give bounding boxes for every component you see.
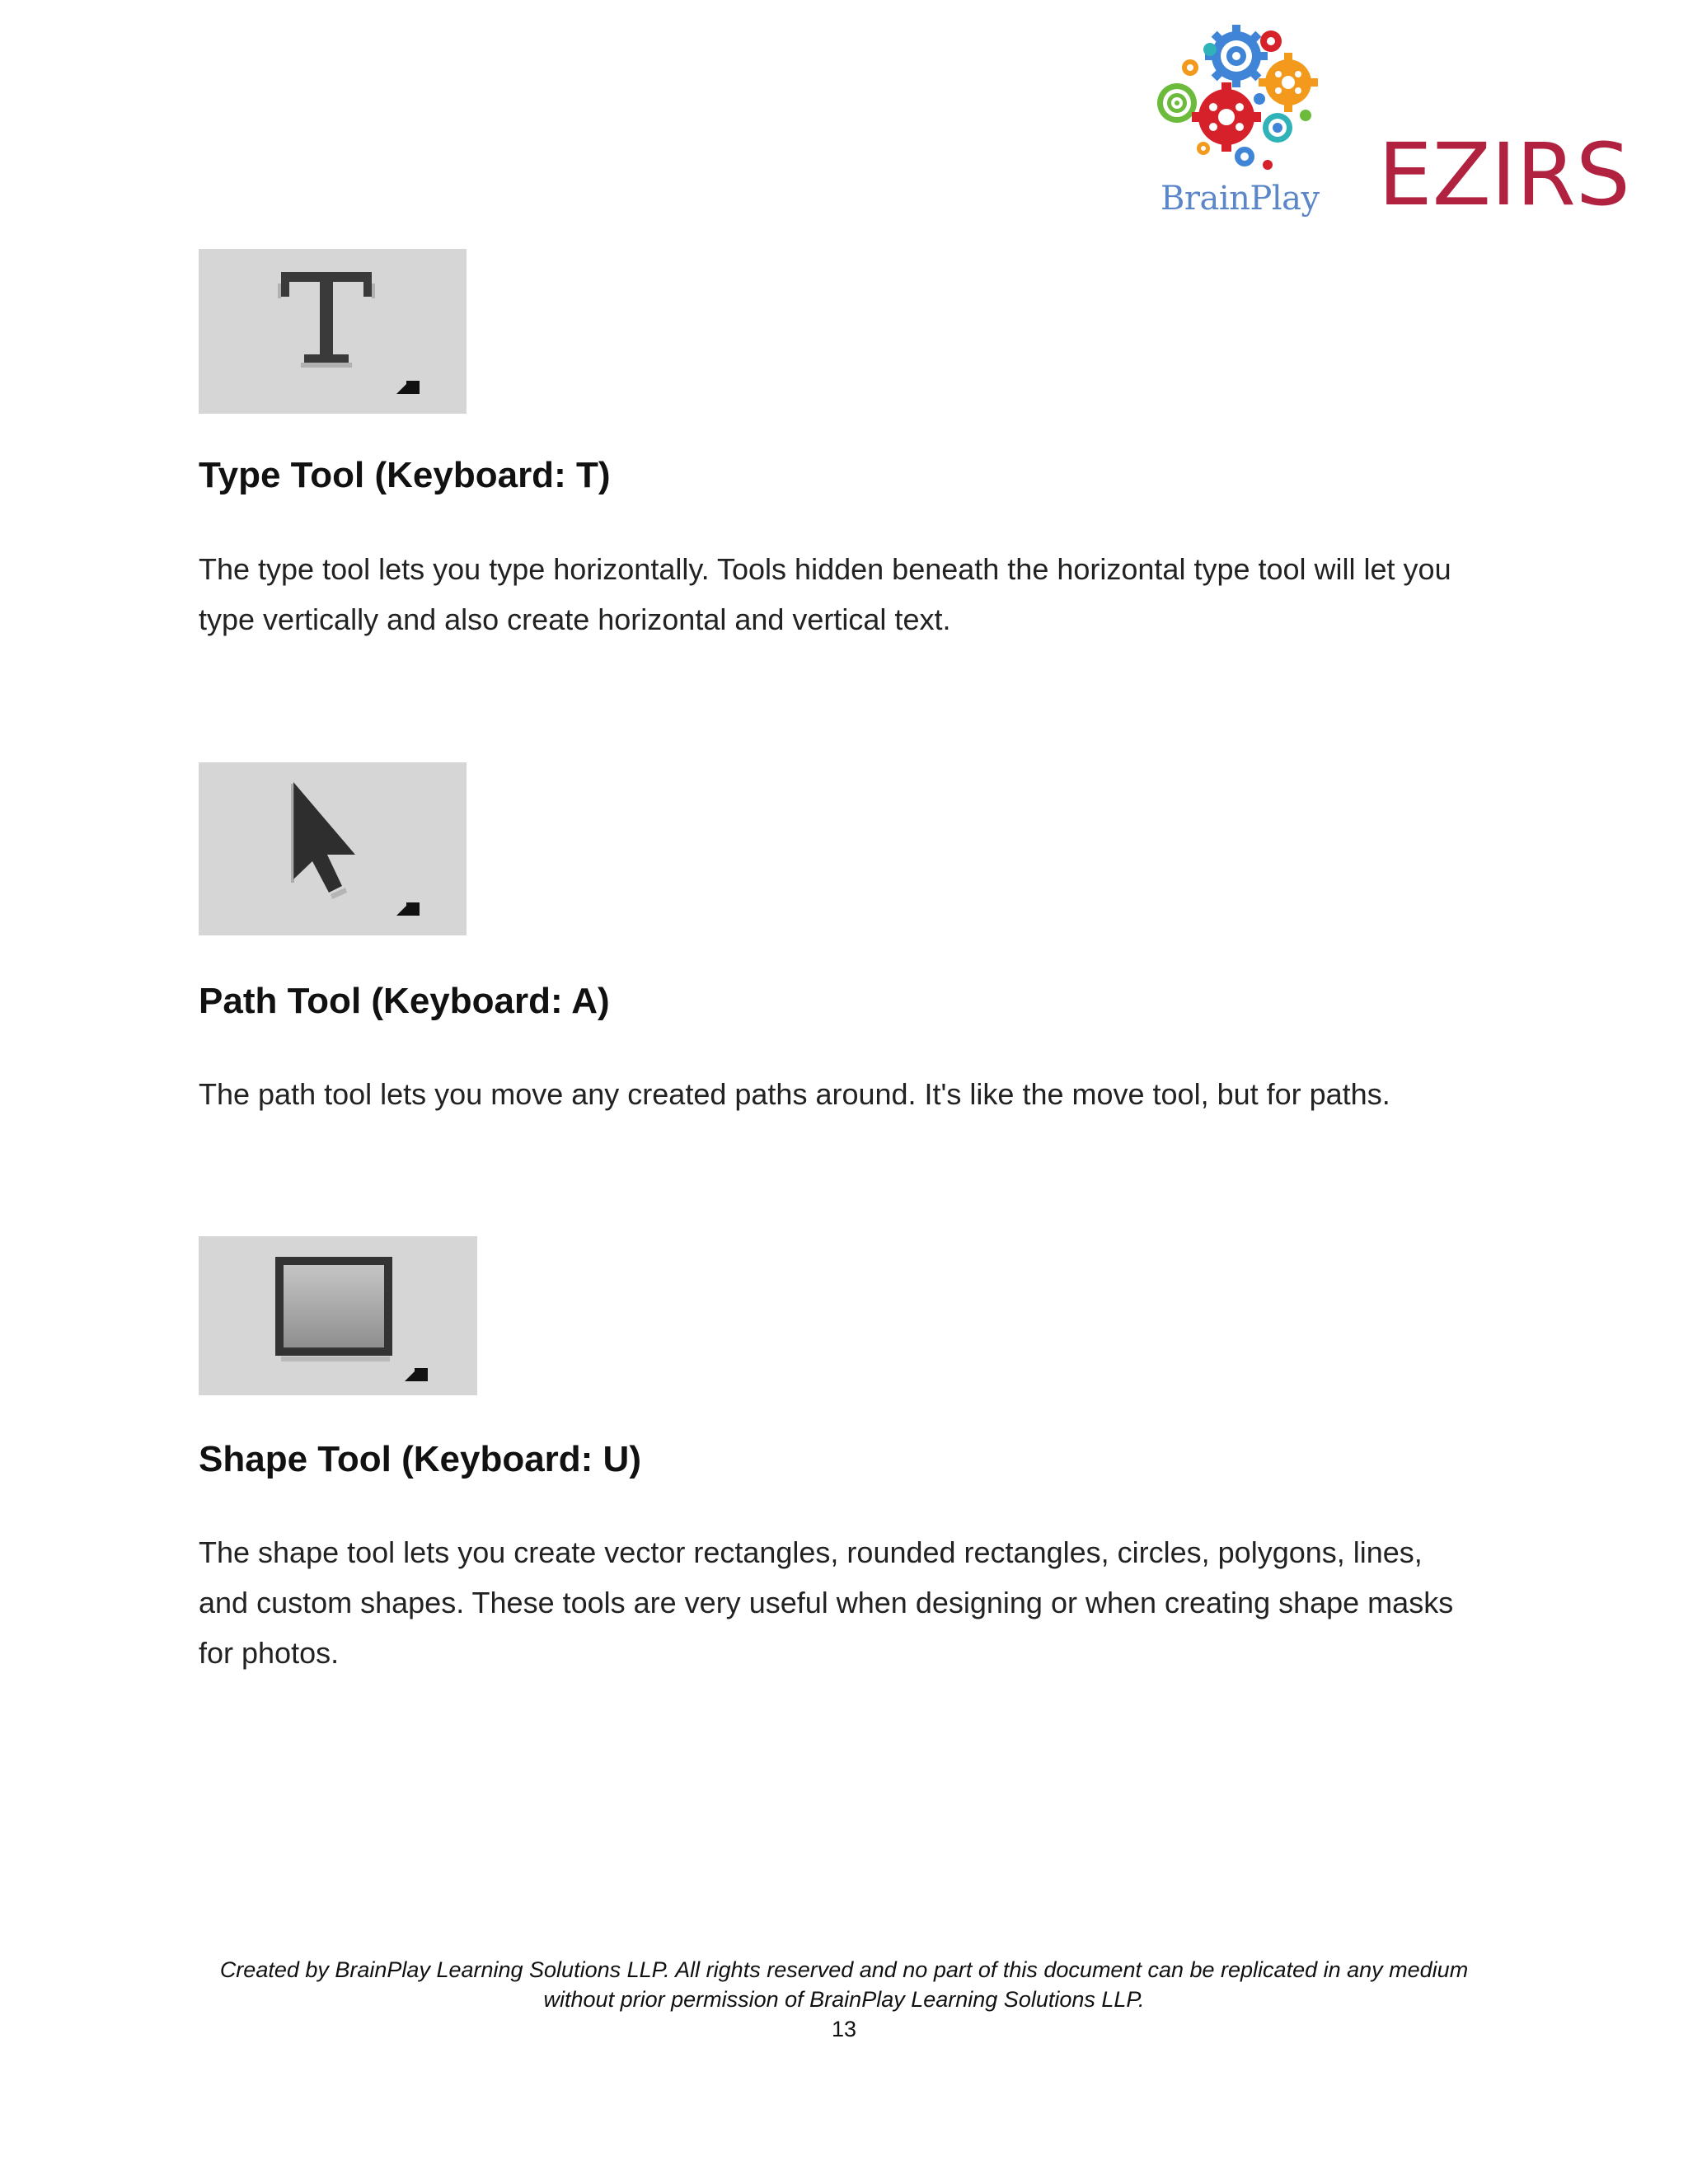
section-description	[199, 1069, 1517, 1119]
section-description	[199, 1527, 1517, 1678]
description-line: The shape tool lets you create vector rectangles, rounded rectangles, circles, polygons, lines,	[199, 1535, 1423, 1569]
brainplay-wordmark: BrainPlay	[1160, 180, 1320, 218]
description-line: and custom shapes. These tools are very useful when designing or when creating shape masks	[199, 1586, 1454, 1619]
description-line: The type tool lets you type horizontally. Tools hidden beneath the horizontal type tool will let you	[199, 552, 1451, 586]
gears-brain-icon	[1152, 25, 1325, 181]
footer-permission-line: without prior permission of BrainPlay Learning Solutions LLP.	[543, 1987, 1145, 2012]
description-line: The path tool lets you move any created paths around. It's like the move tool, but for paths.	[199, 1077, 1390, 1111]
description-line: type vertically and also create horizontal and vertical text.	[199, 602, 951, 636]
rectangle-shape-icon	[199, 1236, 477, 1395]
section-heading: Type Tool (Keyboard: T)	[199, 455, 611, 495]
section-description	[199, 544, 1517, 644]
section-heading: Shape Tool (Keyboard: U)	[199, 1439, 641, 1479]
page-number: 13	[831, 2017, 857, 2041]
description-line: for photos.	[199, 1636, 340, 1670]
type-tool-icon	[199, 249, 467, 414]
path-selection-arrow-icon	[199, 762, 467, 935]
footer-copyright-line: Created by BrainPlay Learning Solutions LLP. All rights reserved and no part of this document can be replicated in any medium	[219, 1957, 1469, 1982]
section-heading: Path Tool (Keyboard: A)	[199, 981, 610, 1021]
ezirs-wordmark: EZIRS	[1378, 124, 1630, 225]
